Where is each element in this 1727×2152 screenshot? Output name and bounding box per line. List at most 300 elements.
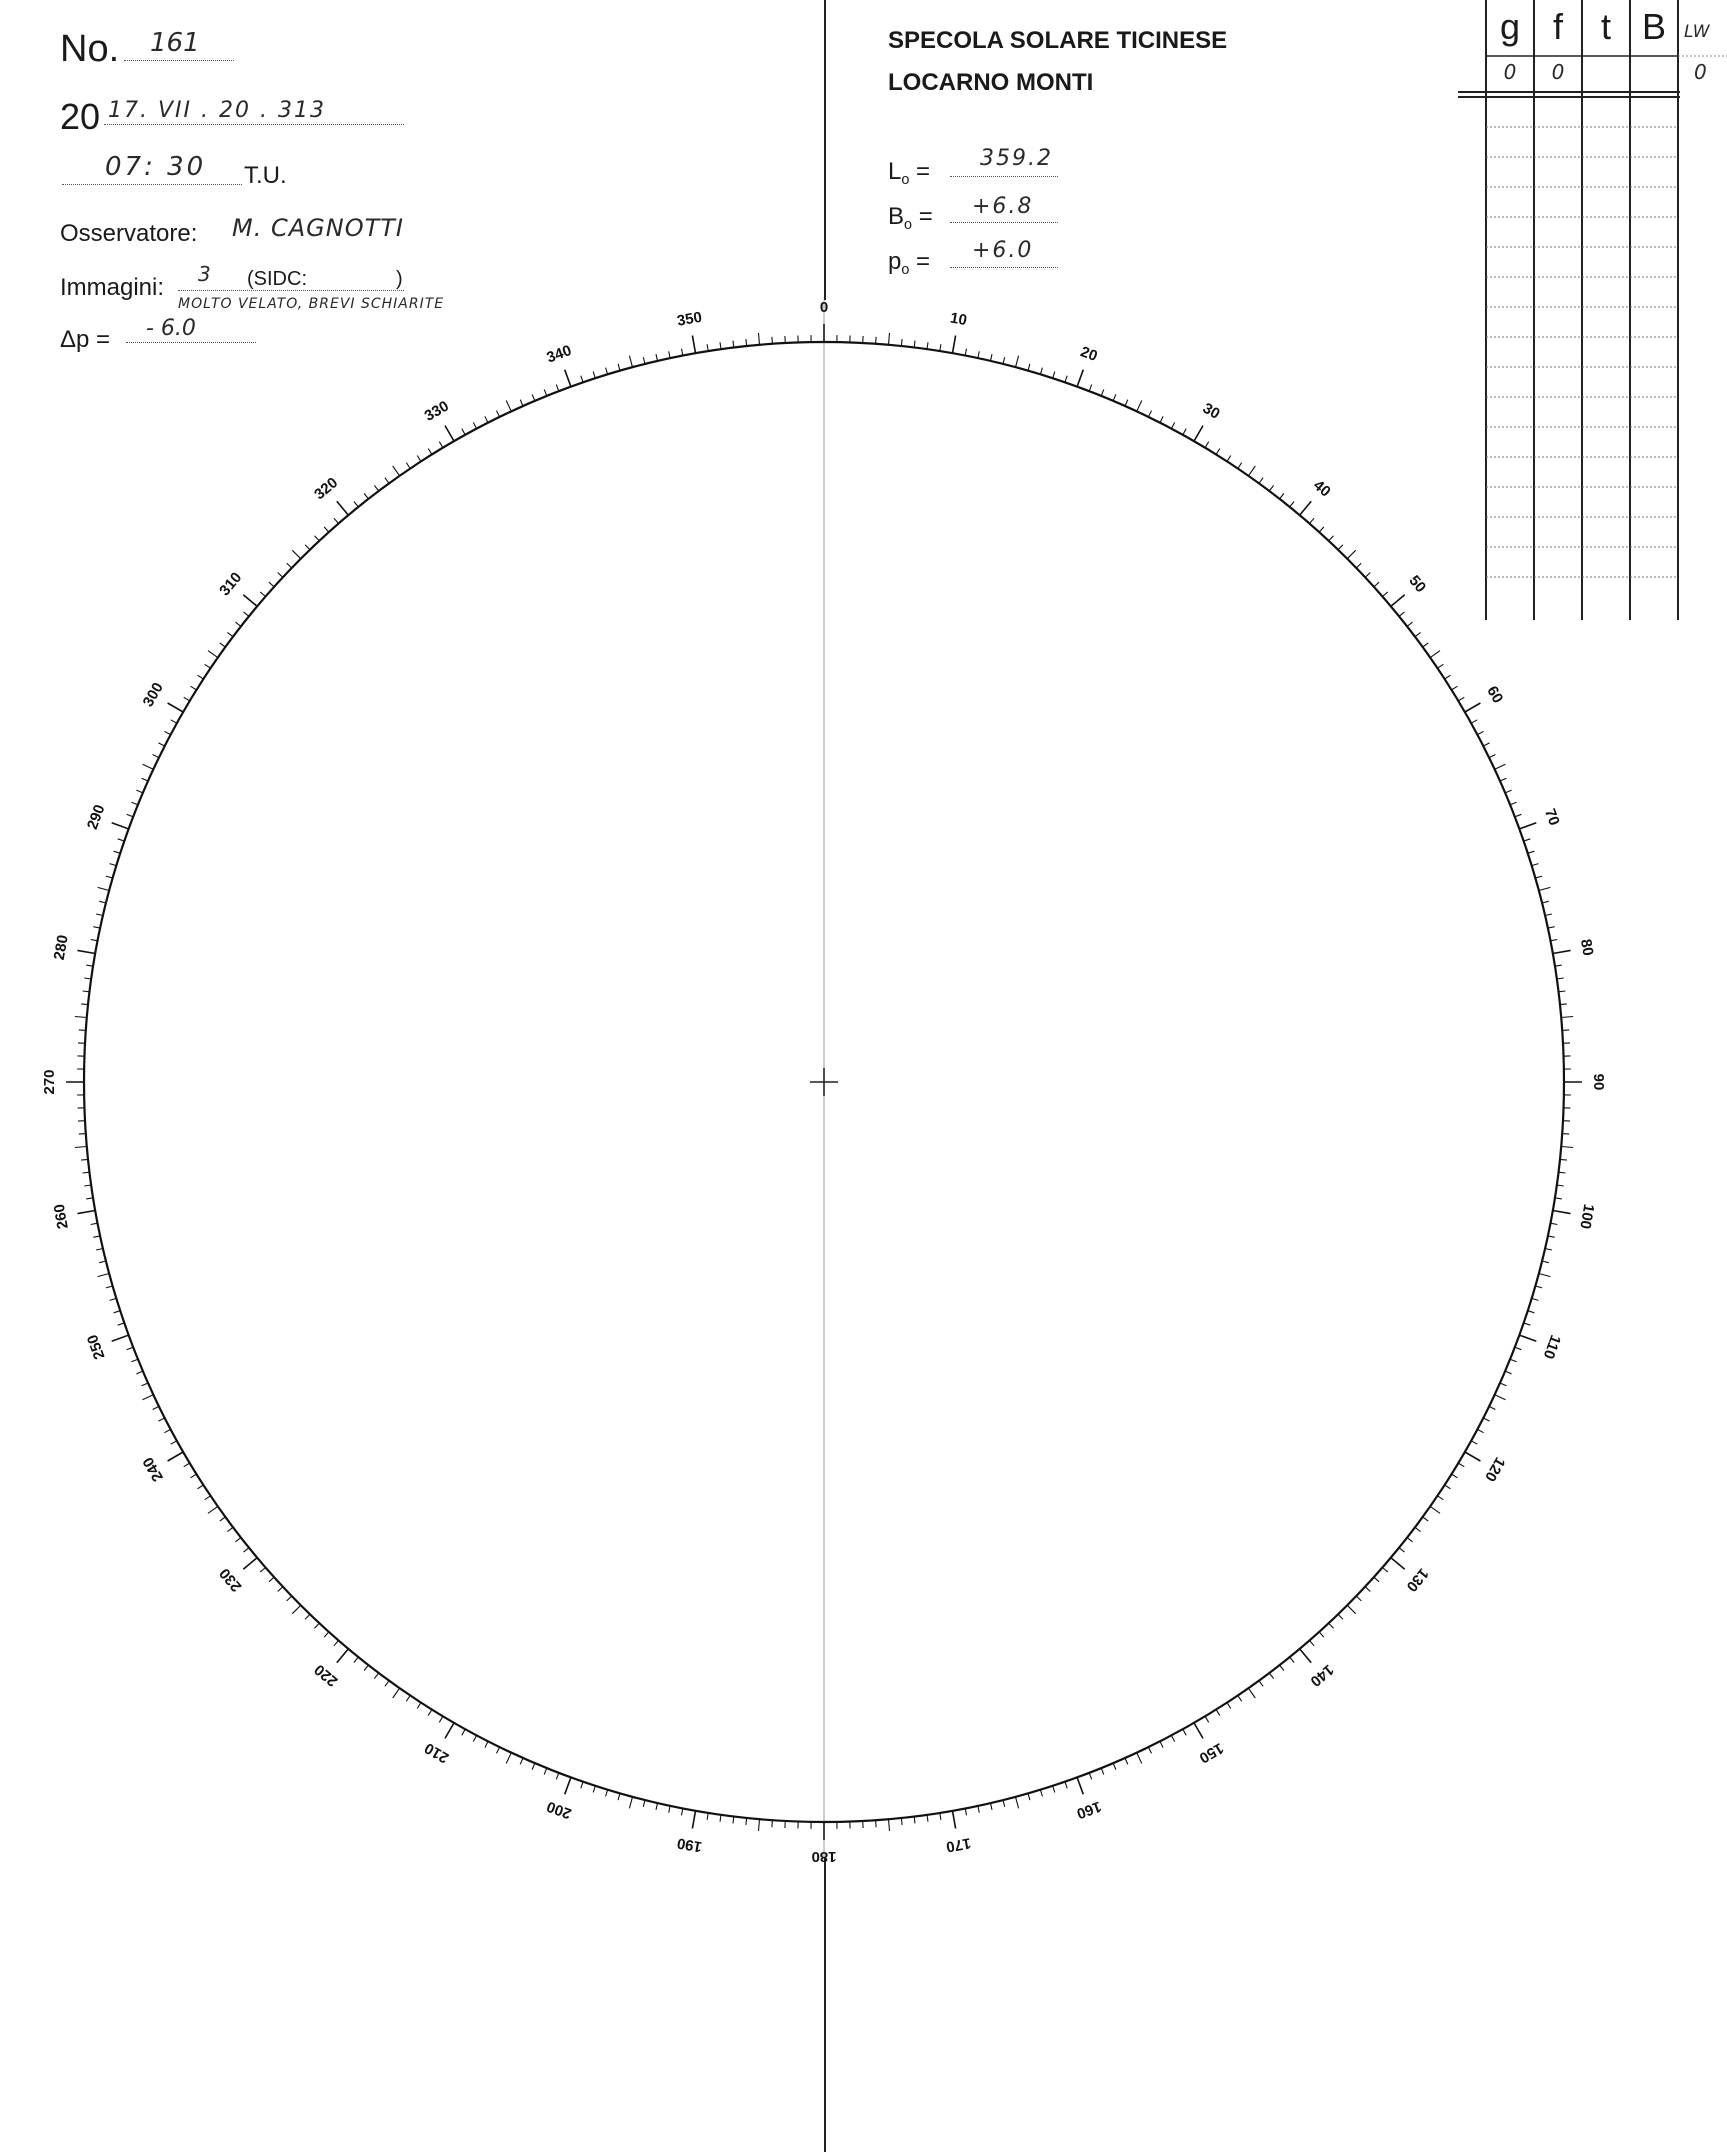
degree-tick xyxy=(287,563,292,568)
degree-tick xyxy=(1148,411,1151,417)
degree-tick xyxy=(1003,1800,1005,1807)
degree-label: 140 xyxy=(1306,1660,1337,1690)
degree-tick xyxy=(506,401,511,412)
degree-tick xyxy=(1216,1710,1220,1716)
degree-label: 240 xyxy=(139,1454,167,1485)
time-unit: T.U. xyxy=(244,162,287,189)
degree-tick xyxy=(1356,1596,1361,1601)
degree-tick xyxy=(220,1517,226,1521)
degree-tick xyxy=(153,755,159,758)
degree-tick xyxy=(1535,1286,1542,1288)
degree-label: 300 xyxy=(139,679,167,710)
degree-tick xyxy=(292,1605,300,1613)
degree-tick xyxy=(1535,876,1542,878)
degree-tick xyxy=(991,354,993,361)
degree-tick xyxy=(682,349,683,356)
degree-tick xyxy=(208,651,218,658)
degree-tick xyxy=(1555,1198,1562,1199)
degree-label: 200 xyxy=(544,1797,574,1823)
degree-tick xyxy=(337,1649,349,1663)
degree-tick xyxy=(978,351,979,358)
degree-tick xyxy=(520,1758,523,1764)
degree-tick xyxy=(106,876,113,878)
degree-tick xyxy=(1560,1159,1567,1160)
degree-tick xyxy=(91,1223,98,1224)
degree-tick xyxy=(1310,518,1315,523)
degree-tick xyxy=(1510,802,1517,805)
degree-tick xyxy=(168,1452,184,1461)
degree-tick xyxy=(337,501,349,515)
degree-tick xyxy=(707,344,708,351)
degree-tick xyxy=(1458,697,1464,701)
degree-tick xyxy=(556,385,559,392)
degree-tick xyxy=(1205,442,1209,448)
table-value-g[interactable]: 0 xyxy=(1503,60,1517,84)
degree-tick xyxy=(220,643,226,647)
degree-tick xyxy=(1562,1030,1569,1031)
degree-tick xyxy=(171,720,177,723)
degree-tick xyxy=(374,1673,378,1679)
table-header-B: B xyxy=(1641,6,1666,47)
degree-tick xyxy=(1227,456,1231,462)
degree-tick xyxy=(1338,545,1343,550)
degree-tick xyxy=(260,592,265,597)
degree-tick xyxy=(1238,463,1242,469)
degree-tick xyxy=(83,1172,90,1173)
degree-tick xyxy=(445,426,454,442)
degree-tick xyxy=(720,1815,721,1822)
table-header-g: g xyxy=(1499,6,1521,47)
degree-tick xyxy=(940,344,941,351)
degree-tick xyxy=(1415,632,1421,636)
delta-p-value[interactable]: - 6.0 xyxy=(146,316,196,341)
degree-tick xyxy=(556,1773,559,1780)
degree-tick xyxy=(1438,664,1444,668)
degree-tick xyxy=(565,370,571,387)
degree-tick xyxy=(1407,622,1413,626)
degree-tick xyxy=(1452,686,1458,690)
degree-label: 10 xyxy=(948,309,969,330)
degree-tick xyxy=(98,887,110,890)
table-value-f[interactable]: 0 xyxy=(1551,60,1565,84)
degree-tick xyxy=(1028,1793,1030,1800)
degree-tick xyxy=(164,1429,170,1432)
degree-tick xyxy=(86,965,93,966)
degree-tick xyxy=(110,864,117,866)
degree-tick xyxy=(1391,595,1405,607)
observer-value[interactable]: M. CAGNOTTI xyxy=(232,214,404,242)
degree-tick xyxy=(1383,1568,1388,1573)
degree-tick xyxy=(127,814,134,817)
degree-tick xyxy=(269,582,274,587)
degree-tick xyxy=(1452,1474,1458,1478)
degree-tick xyxy=(1471,720,1477,723)
degree-tick xyxy=(1415,1527,1421,1531)
degree-tick xyxy=(244,612,249,616)
degree-label: 220 xyxy=(311,1660,342,1690)
degree-tick xyxy=(1519,1335,1536,1341)
degree-label: 160 xyxy=(1074,1797,1104,1823)
degree-tick xyxy=(131,802,138,805)
degree-tick xyxy=(1532,1298,1539,1300)
degree-tick xyxy=(1545,1249,1552,1251)
degree-tick xyxy=(1550,1223,1557,1224)
degree-tick xyxy=(876,1820,877,1827)
degree-tick xyxy=(606,1790,608,1797)
degree-tick xyxy=(1559,1172,1566,1173)
degree-tick xyxy=(1374,1577,1379,1582)
degree-tick xyxy=(260,1568,265,1573)
degree-tick xyxy=(692,1811,695,1829)
degree-tick xyxy=(184,697,190,701)
degree-tick xyxy=(473,422,476,428)
degree-tick xyxy=(772,1820,773,1827)
degree-tick xyxy=(593,1786,595,1793)
degree-tick xyxy=(1489,1406,1495,1409)
degree-tick xyxy=(1430,1506,1440,1513)
degree-tick xyxy=(1248,466,1255,476)
degree-tick xyxy=(462,1729,465,1735)
degree-tick xyxy=(1561,1017,1573,1018)
param-l0-value[interactable]: 359.2 xyxy=(980,146,1053,171)
date-value[interactable]: 17. VII . 20 . 313 xyxy=(108,98,326,123)
degree-label: 80 xyxy=(1576,937,1597,958)
degree-tick xyxy=(497,411,500,417)
degree-tick xyxy=(1407,1538,1413,1542)
degree-tick xyxy=(1548,1236,1555,1237)
sheet-number-value[interactable]: 161 xyxy=(150,28,200,58)
degree-label: 270 xyxy=(40,1069,58,1095)
degree-tick xyxy=(965,349,966,356)
degree-tick xyxy=(1028,364,1030,371)
param-b0-value[interactable]: +6.8 xyxy=(972,194,1034,219)
degree-tick xyxy=(1137,401,1142,412)
degree-tick xyxy=(96,914,103,916)
degree-tick xyxy=(143,764,154,769)
degree-tick xyxy=(473,1735,476,1741)
degree-tick xyxy=(99,1261,106,1263)
degree-tick xyxy=(1280,493,1284,499)
degree-tick xyxy=(669,351,670,358)
degree-tick xyxy=(164,731,170,734)
degree-tick xyxy=(1183,429,1186,435)
degree-tick xyxy=(184,1463,190,1467)
degree-tick xyxy=(1259,478,1263,484)
degree-tick xyxy=(1548,927,1555,928)
degree-tick xyxy=(485,1741,488,1747)
degree-tick xyxy=(114,851,121,853)
degree-tick xyxy=(364,1665,368,1671)
table-grid xyxy=(1458,0,1727,620)
degree-tick xyxy=(439,442,443,448)
degree-tick xyxy=(1374,582,1379,587)
degree-tick xyxy=(1216,449,1220,455)
degree-tick xyxy=(1290,1657,1294,1662)
degree-tick xyxy=(83,991,90,992)
degree-tick xyxy=(1194,1723,1203,1739)
degree-tick xyxy=(1465,703,1481,712)
degree-tick xyxy=(158,743,164,746)
degree-tick xyxy=(1557,978,1564,979)
degree-tick xyxy=(1483,743,1489,746)
degree-tick xyxy=(1356,563,1361,568)
degree-tick xyxy=(93,1236,100,1237)
degree-tick xyxy=(643,357,645,364)
degree-tick xyxy=(417,456,421,462)
degree-tick xyxy=(364,493,368,499)
degree-tick xyxy=(733,1817,734,1824)
degree-tick xyxy=(1016,1797,1019,1809)
degree-tick xyxy=(532,394,535,400)
degree-tick xyxy=(1160,416,1163,422)
images-value[interactable]: 3 xyxy=(198,262,211,286)
degree-tick xyxy=(1160,1741,1163,1747)
degree-tick xyxy=(1194,426,1203,442)
degree-tick xyxy=(1500,1383,1506,1386)
degree-tick xyxy=(1003,357,1005,364)
degree-tick xyxy=(79,1030,86,1031)
param-p0-label: $p_o$ = xyxy=(888,248,931,279)
degree-tick xyxy=(1550,940,1557,941)
degree-tick xyxy=(106,1286,113,1288)
degree-tick xyxy=(235,1538,241,1542)
degree-tick xyxy=(112,1335,129,1341)
degree-tick xyxy=(244,1548,249,1552)
degree-tick xyxy=(84,978,91,979)
degree-tick xyxy=(1259,1681,1263,1687)
degree-tick xyxy=(1557,1185,1564,1186)
degree-tick xyxy=(462,429,465,435)
degree-tick xyxy=(629,1797,632,1809)
degree-tick xyxy=(1483,1418,1489,1421)
degree-label: 30 xyxy=(1199,399,1223,423)
degree-tick xyxy=(1445,1485,1451,1489)
degree-tick xyxy=(759,1819,760,1831)
degree-tick xyxy=(98,1274,110,1277)
degree-label: 210 xyxy=(421,1739,452,1767)
degree-tick xyxy=(1495,764,1506,769)
degree-tick xyxy=(1539,887,1551,890)
degree-tick xyxy=(78,1211,96,1214)
degree-tick xyxy=(707,1813,708,1820)
degree-tick xyxy=(1053,1786,1055,1793)
degree-tick xyxy=(86,1198,93,1199)
degree-tick xyxy=(669,1806,670,1813)
degree-tick xyxy=(78,950,96,953)
degree-tick xyxy=(205,1496,211,1500)
param-p0-value[interactable]: +6.0 xyxy=(972,238,1034,263)
degree-tick xyxy=(142,778,148,781)
degree-tick xyxy=(1125,400,1128,406)
degree-tick xyxy=(417,1703,421,1709)
degree-tick xyxy=(112,823,129,829)
degree-tick xyxy=(1300,501,1312,515)
degree-tick xyxy=(393,466,400,476)
degree-tick xyxy=(581,376,583,383)
observer-label: Osservatore: xyxy=(60,220,198,247)
degree-tick xyxy=(75,1017,87,1018)
date-prefix: 20 xyxy=(60,96,101,137)
degree-tick xyxy=(99,901,106,903)
degree-tick xyxy=(75,1147,87,1148)
degree-tick xyxy=(287,1596,292,1601)
degree-tick xyxy=(565,1777,571,1794)
degree-tick xyxy=(118,839,125,841)
degree-tick xyxy=(334,518,339,523)
degree-label: 60 xyxy=(1483,683,1507,707)
degree-tick xyxy=(243,1558,257,1570)
degree-tick xyxy=(1524,839,1531,841)
images-label: Immagini: xyxy=(60,274,165,301)
degree-tick xyxy=(1515,1347,1522,1350)
degree-tick xyxy=(315,536,320,541)
degree-tick xyxy=(198,675,204,679)
table-header-f: f xyxy=(1552,6,1563,47)
degree-tick xyxy=(1319,1632,1324,1637)
degree-tick xyxy=(1445,675,1451,679)
degree-tick xyxy=(208,1506,218,1513)
degree-tick xyxy=(914,1817,915,1824)
degree-tick xyxy=(497,1747,500,1753)
degree-tick xyxy=(227,1527,233,1531)
table-extra-value[interactable]: 0 xyxy=(1694,60,1707,84)
degree-tick xyxy=(901,1818,902,1825)
degree-label: 70 xyxy=(1540,806,1563,828)
sidc-label: (SIDC: xyxy=(247,268,307,290)
degree-tick xyxy=(1290,502,1294,507)
degree-tick xyxy=(1505,790,1511,793)
degree-tick xyxy=(324,527,329,532)
degree-tick xyxy=(593,372,595,379)
degree-tick xyxy=(374,485,378,491)
sheet-number-label: No. xyxy=(60,28,120,70)
degree-tick xyxy=(1471,1441,1477,1444)
degree-label: 230 xyxy=(216,1564,246,1595)
solar-disk-grid xyxy=(41,299,1607,1865)
degree-tick xyxy=(79,1134,86,1135)
degree-tick xyxy=(324,1632,329,1637)
degree-tick xyxy=(385,478,389,484)
degree-tick xyxy=(439,1716,443,1722)
time-value[interactable]: 07: 30 xyxy=(105,152,207,182)
degree-tick xyxy=(772,337,773,344)
sidc-close: ) xyxy=(396,268,403,290)
degree-tick xyxy=(1510,1359,1517,1362)
table-extra-header: LW xyxy=(1684,22,1710,42)
degree-tick xyxy=(143,1395,154,1400)
degree-tick xyxy=(1269,1673,1273,1679)
degree-tick xyxy=(1539,1274,1551,1277)
degree-tick xyxy=(1338,1614,1343,1619)
degree-tick xyxy=(1280,1665,1284,1671)
degree-tick xyxy=(1040,368,1042,375)
degree-tick xyxy=(544,1768,547,1775)
degree-tick xyxy=(278,573,283,578)
degree-tick xyxy=(1399,612,1404,616)
degree-tick xyxy=(629,356,632,368)
degree-tick xyxy=(532,1763,535,1769)
degree-tick xyxy=(1205,1716,1209,1722)
degree-tick xyxy=(1065,376,1067,383)
degree-tick xyxy=(1171,1735,1174,1741)
degree-tick xyxy=(1477,1429,1483,1432)
observatory-name-line1: SPECOLA SOLARE TICINESE xyxy=(888,27,1228,54)
degree-tick xyxy=(292,550,300,558)
degree-tick xyxy=(118,1323,125,1325)
degree-label: 320 xyxy=(311,474,342,504)
degree-tick xyxy=(1553,950,1571,953)
degree-tick xyxy=(1319,527,1324,532)
degree-tick xyxy=(1238,1696,1242,1702)
delta-p-label: Δp = xyxy=(60,326,111,353)
degree-label: 290 xyxy=(83,802,109,832)
degree-tick xyxy=(889,333,890,345)
degree-tick xyxy=(991,1803,993,1810)
param-b0-label: $B_o$ = xyxy=(888,203,933,234)
degree-tick xyxy=(269,1577,274,1582)
degree-label: 130 xyxy=(1402,1564,1432,1595)
degree-tick xyxy=(131,1359,138,1362)
degree-label: 0 xyxy=(819,298,829,316)
degree-label: 180 xyxy=(811,1848,837,1866)
degree-tick xyxy=(618,364,620,371)
degree-tick xyxy=(1562,1134,1569,1135)
conditions-note[interactable]: MOLTO VELATO, BREVI SCHIARITE xyxy=(178,296,445,312)
degree-tick xyxy=(914,341,915,348)
degree-tick xyxy=(305,545,310,550)
degree-tick xyxy=(1528,1311,1535,1313)
degree-label: 40 xyxy=(1309,476,1334,501)
degree-tick xyxy=(1137,1753,1142,1764)
degree-tick xyxy=(96,1249,103,1251)
degree-tick xyxy=(1438,1496,1444,1500)
degree-tick xyxy=(618,1793,620,1800)
degree-label: 150 xyxy=(1196,1739,1227,1767)
degree-tick xyxy=(656,1803,658,1810)
degree-tick xyxy=(746,339,747,346)
degree-tick xyxy=(1489,755,1495,758)
degree-label: 340 xyxy=(544,341,574,367)
degree-tick xyxy=(227,632,233,636)
degree-tick xyxy=(81,1004,88,1005)
degree-tick xyxy=(1519,823,1536,829)
degree-tick xyxy=(1555,965,1562,966)
degree-tick xyxy=(1500,778,1506,781)
degree-tick xyxy=(1065,1782,1067,1789)
degree-tick xyxy=(978,1806,979,1813)
degree-tick xyxy=(1532,864,1539,866)
degree-tick xyxy=(506,1753,511,1764)
degree-tick xyxy=(1347,550,1355,558)
degree-tick xyxy=(1300,1649,1312,1663)
degree-tick xyxy=(1423,643,1429,647)
observatory-name-line2: LOCARNO MONTI xyxy=(888,69,1094,96)
degree-label: 100 xyxy=(1576,1202,1598,1231)
degree-tick xyxy=(393,1688,400,1698)
degree-tick xyxy=(354,502,358,507)
degree-tick xyxy=(1399,1548,1404,1552)
degree-tick xyxy=(235,622,241,626)
degree-tick xyxy=(581,1782,583,1789)
degree-tick xyxy=(1171,422,1174,428)
degree-tick xyxy=(1077,370,1083,387)
degree-tick xyxy=(876,337,877,344)
degree-label: 330 xyxy=(421,397,452,425)
degree-tick xyxy=(110,1298,117,1300)
degree-label: 170 xyxy=(944,1834,973,1856)
degree-tick xyxy=(1559,991,1566,992)
degree-tick xyxy=(1458,1463,1464,1467)
